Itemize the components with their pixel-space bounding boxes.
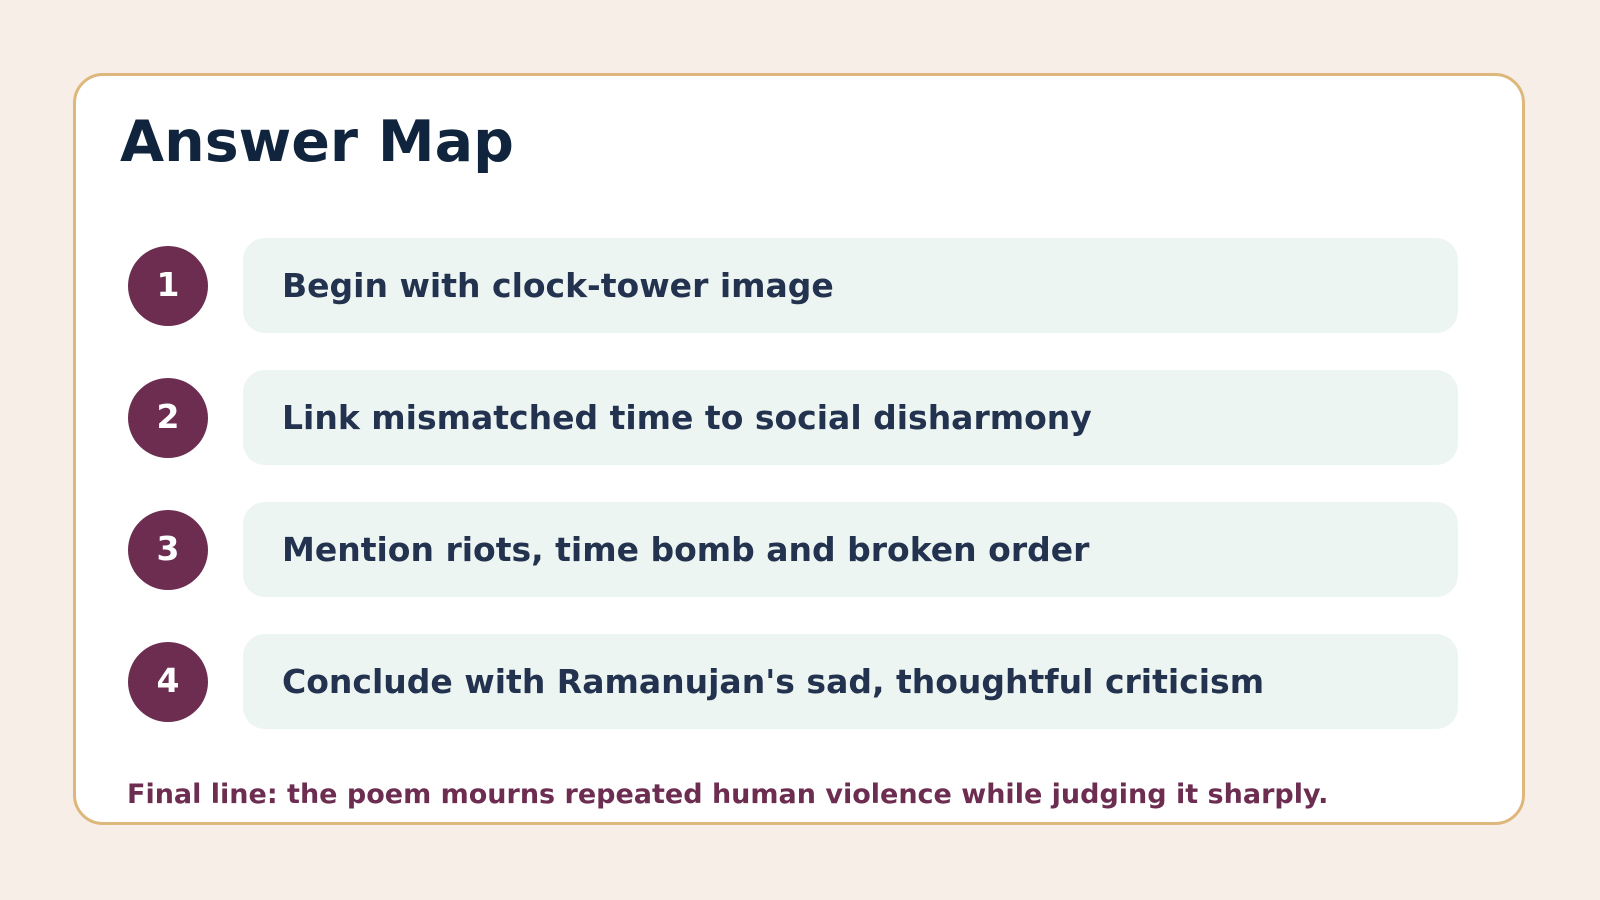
step-item-2 — [128, 370, 1448, 465]
step-item-4 — [128, 634, 1448, 729]
final-line-note: Final line: the poem mourns repeated human violence while judging it sharply. — [127, 779, 1329, 810]
step-number-badge: 4 — [128, 642, 208, 722]
step-item-3 — [128, 502, 1448, 597]
answer-map-card — [73, 73, 1525, 825]
step-number-badge: 2 — [128, 378, 208, 458]
page-title: Answer Map — [120, 109, 514, 175]
step-number-badge: 3 — [128, 510, 208, 590]
step-text: Begin with clock-tower image — [243, 238, 1458, 333]
step-item-1 — [128, 238, 1448, 333]
step-number-badge: 1 — [128, 246, 208, 326]
step-text: Conclude with Ramanujan's sad, thoughtful criticism — [243, 634, 1458, 729]
step-text: Mention riots, time bomb and broken order — [243, 502, 1458, 597]
step-text: Link mismatched time to social disharmony — [243, 370, 1458, 465]
